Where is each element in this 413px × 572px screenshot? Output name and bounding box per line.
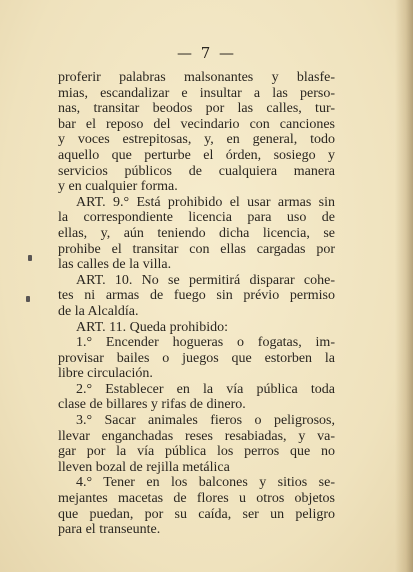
text-line: 3.° Sacar animales fieros o peligrosos, xyxy=(76,413,335,429)
text-line: ellas, y, aún teniendo dicha licencia, se xyxy=(58,225,335,241)
paragraph xyxy=(58,70,335,195)
text-line: servicios públicos de cualquiera manera xyxy=(58,163,335,179)
ink-speck xyxy=(28,255,32,261)
paragraph-art-9 xyxy=(58,195,335,273)
text-line: prohibe el transitar con ellas cargadas por xyxy=(58,241,335,257)
text-line: ART. 9.° Está prohibido el usar armas sin xyxy=(76,194,335,210)
text-line: llevar enganchadas reses resabiadas, y va- xyxy=(58,428,335,444)
paragraph-item-3 xyxy=(58,413,335,475)
text-line: bar el reposo del vecindario con canciones xyxy=(58,116,335,132)
text-line: 1.° Encender hogueras o fogatas, im- xyxy=(76,335,335,351)
text-line: nas, transitar beodos por las calles, tur- xyxy=(58,101,335,117)
paragraph-art-10 xyxy=(58,273,335,320)
text-line: de la Alcaldía. xyxy=(58,303,139,319)
paragraph-item-4 xyxy=(58,475,335,537)
page-number: — 7 — xyxy=(176,44,237,62)
text-line: que puedan, por su caída, ser un peligro xyxy=(58,506,335,522)
text-line: ART. 11. Queda prohibido: xyxy=(76,319,228,335)
text-line: 4.° Tener en los balcones y sitios se- xyxy=(76,475,335,491)
text-line: mias, escandalizar e insultar a las perso- xyxy=(58,85,335,101)
text-line: lleven bozal de rejilla metálica xyxy=(58,459,230,475)
page-text xyxy=(58,70,335,538)
text-line: provisar bailes o juegos que estorben la xyxy=(58,350,335,366)
text-line: para el transeunte. xyxy=(58,522,161,538)
text-line: las calles de la villa. xyxy=(58,257,172,273)
text-line: y en cualquier forma. xyxy=(58,179,178,195)
text-line: mejantes macetas de flores u otros objetos xyxy=(58,491,335,507)
text-line: la correspondiente licencia para uso de xyxy=(58,210,335,226)
text-line: clase de billares y rifas de dinero. xyxy=(58,397,246,413)
text-line: ART. 10. No se permitirá disparar cohe- xyxy=(76,272,335,288)
paragraph-item-2 xyxy=(58,382,335,413)
paragraph-art-11 xyxy=(58,320,335,336)
text-line: aquello que perturbe el órden, sosiego y xyxy=(58,147,335,163)
text-line: tes ni armas de fuego sin prévio permiso xyxy=(58,288,335,304)
page-gutter-shadow xyxy=(395,0,413,572)
text-line: proferir palabras malsonantes y blasfe- xyxy=(58,70,335,85)
paragraph-item-1 xyxy=(58,335,335,382)
text-line: 2.° Establecer en la vía pública toda xyxy=(76,381,335,397)
text-line: y voces estrepitosas, y, en general, todo xyxy=(58,132,335,148)
text-line: gar por la vía pública los perros que no xyxy=(58,444,335,460)
ink-speck xyxy=(26,296,30,302)
text-line: libre circulación. xyxy=(58,366,153,382)
